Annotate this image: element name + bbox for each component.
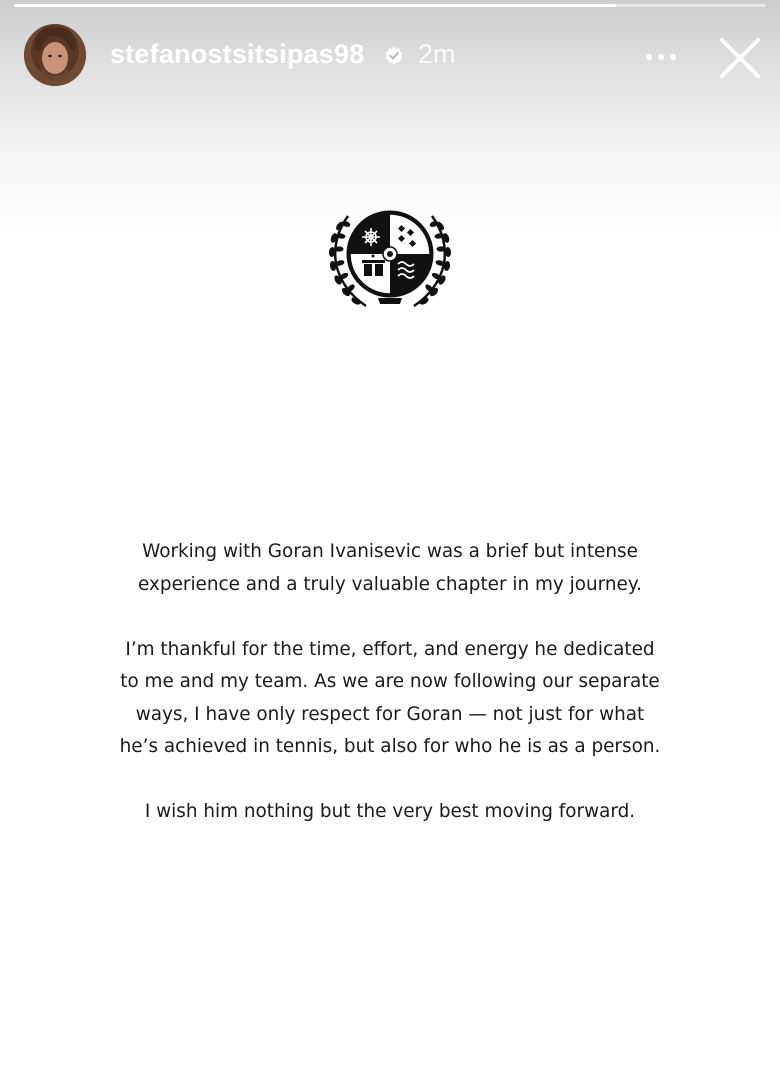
more-horizontal-icon[interactable] xyxy=(640,42,682,72)
family-crest-logo xyxy=(326,202,454,316)
message-paragraph-3 xyxy=(90,796,690,829)
story-message xyxy=(90,536,690,861)
story-progress-bar xyxy=(14,4,766,7)
avatar[interactable] xyxy=(24,24,86,86)
crest-shield xyxy=(348,212,432,304)
post-timestamp: 2m xyxy=(418,39,456,69)
message-line: I’m thankful for the time, effort, and energy he dedicated xyxy=(125,638,655,660)
message-paragraph-2 xyxy=(90,634,690,764)
message-paragraph-1 xyxy=(90,536,690,601)
message-line: Working with Goran Ivanisevic was a brief but intense xyxy=(142,541,638,562)
story-header xyxy=(0,22,780,92)
username[interactable]: stefanostsitsipas98 xyxy=(110,39,365,69)
message-line: I wish him nothing but the very best moving forward. xyxy=(144,801,636,822)
verified-badge-icon xyxy=(384,46,404,66)
avatar-image xyxy=(24,24,86,86)
message-line: to me and my team. As we are now following our separate xyxy=(120,671,660,692)
message-line: he’s achieved in tennis, but also for who he is as a person. xyxy=(119,736,661,757)
close-icon[interactable] xyxy=(716,34,764,82)
message-line: ways, I have only respect for Goran — not just for what xyxy=(135,703,645,725)
message-line: experience and a truly valuable chapter in my journey. xyxy=(138,573,642,595)
story-progress-fill xyxy=(14,4,616,7)
